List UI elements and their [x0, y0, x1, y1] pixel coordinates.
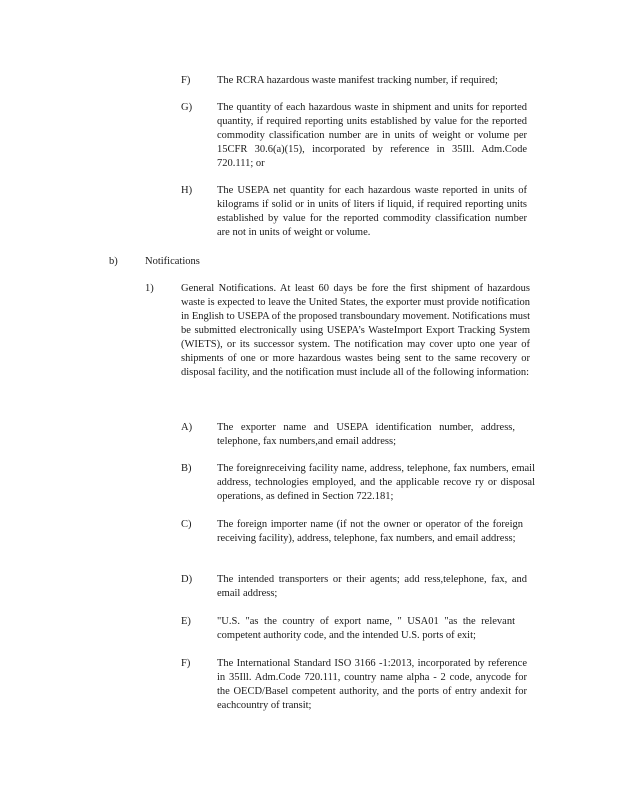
item-text: The foreignreceiving facility name, address, telephone, fax numbers, email address, technologies employed, and the applicable recove ry or disposal operations, as defined in Section 722.181;	[217, 463, 535, 502]
item-label: D)	[181, 574, 193, 585]
section-title: Notifications	[145, 256, 200, 267]
item-text: The intended transporters or their agents; add ress,telephone, fax, and email address;	[217, 574, 527, 599]
item-label: H)	[181, 185, 193, 196]
item-text: The RCRA hazardous waste manifest tracking number, if required;	[217, 75, 498, 86]
item-label: F)	[181, 75, 191, 86]
subsection-text: General Notifications. At least 60 days be fore the first shipment of hazardous waste is expected to leave the United States, the exporter must provide notification in English to USEPA of the proposed transboundary movement. Notifications must be submitted electronically using USEPA’s WasteImport Export Tracking System (WIETS), or its successor system. The notification may cover upto one year of shipments of one or more hazardous wastes being sent to the same recovery or disposal facility, and the notification must include all of the following information:	[181, 283, 530, 378]
item-label: C)	[181, 519, 192, 530]
section-label: b)	[109, 256, 118, 267]
subsection-label: 1)	[145, 283, 154, 294]
item-label: F)	[181, 658, 191, 669]
item-label: E)	[181, 616, 191, 627]
item-text: The quantity of each hazardous waste in shipment and units for reported quantity, if required reporting units established by value for the reported commodity classification number are in units of weight or volume per 15CFR 30.6(a)(15), incorporated by reference in 35Ill. Adm.Code 720.111; or	[217, 102, 527, 169]
item-label: G)	[181, 102, 193, 113]
item-text: The USEPA net quantity for each hazardous waste reported in units of kilograms if solid or in units of liters if liquid, if required reporting units established by value for the reported commodity classification number are not in units of weight or volume.	[217, 185, 527, 238]
item-text: The International Standard ISO 3166 -1:2013, incorporated by reference in 35Ill. Adm.Code 720.111, country name alpha - 2 code, anycode for the OECD/Basel competent authority, and the ports of entry andexit for eachcountry of transit;	[217, 658, 527, 711]
item-text: "U.S. "as the country of export name, " USA01 "as the relevant competent authority code, and the intended U.S. ports of exit;	[217, 616, 515, 641]
item-label: B)	[181, 463, 192, 474]
item-text: The foreign importer name (if not the owner or operator of the foreign receiving facility), address, telephone, fax numbers, and email address;	[217, 519, 523, 544]
item-label: A)	[181, 422, 193, 433]
item-text: The exporter name and USEPA identification number, address, telephone, fax numbers,and email address;	[217, 422, 515, 447]
